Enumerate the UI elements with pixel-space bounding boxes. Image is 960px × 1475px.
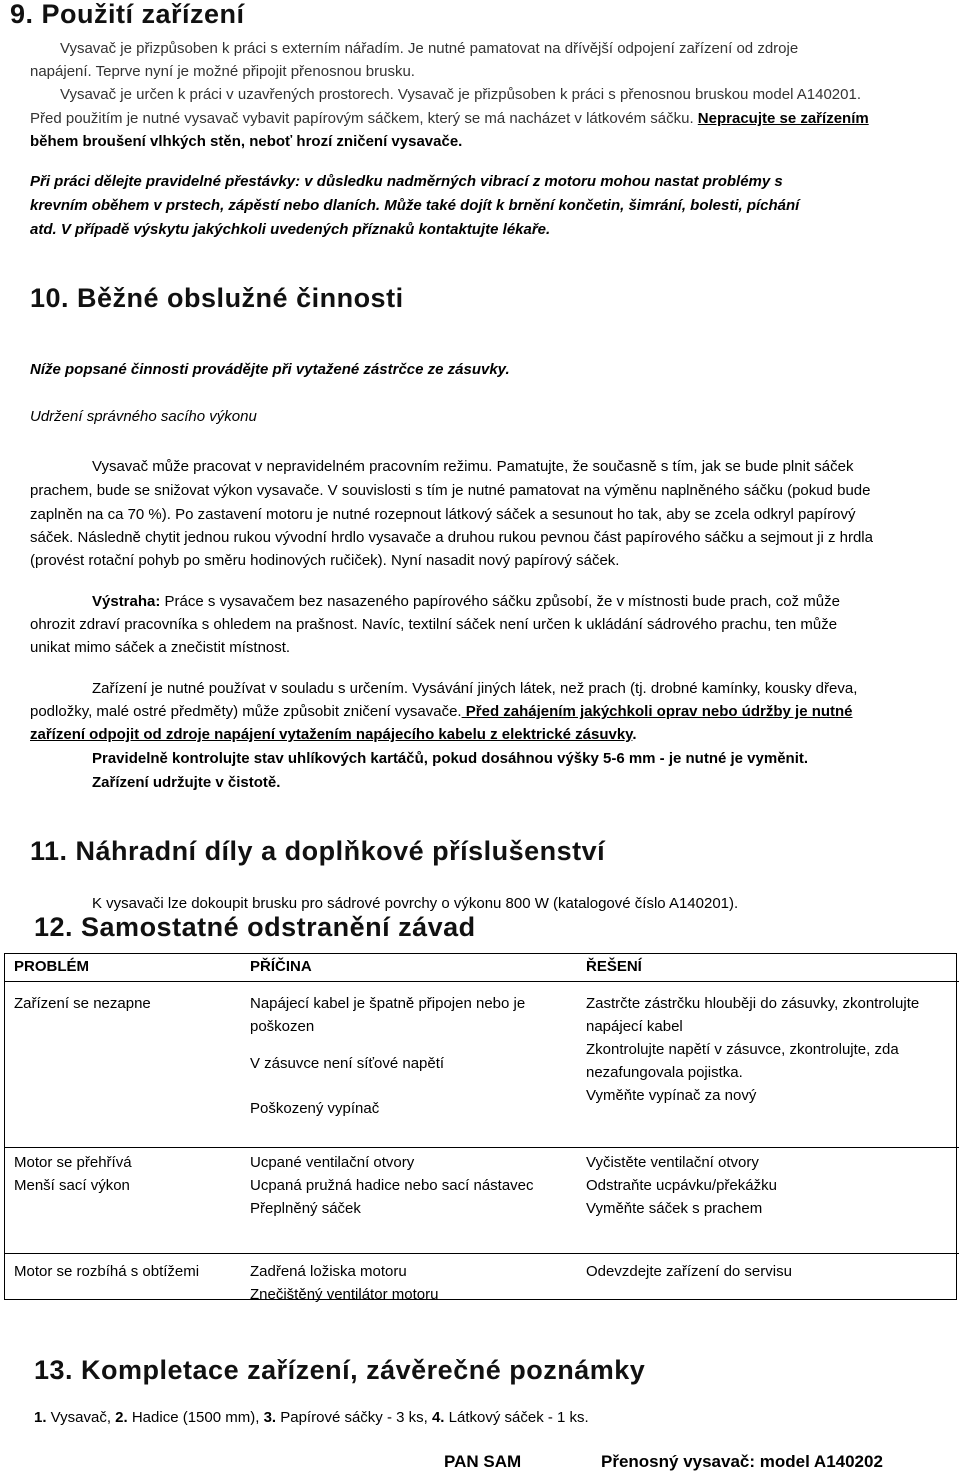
row2-cause xyxy=(240,1148,576,1254)
row1-problem-text: Zařízení se nezapne xyxy=(14,995,151,1012)
footer-model: Přenosný vysavač: model A140202 xyxy=(601,1452,883,1471)
section-10-warning-line3: unikat mimo sáček a znečistit místnost. xyxy=(30,639,291,656)
item-2-number: 2. xyxy=(115,1409,128,1426)
section-9-health-line2: krevním oběhem v prstech, zápěstí nebo dlaních. Může také dojít k brnění končetin, šimrání, bolesti, píchání xyxy=(30,197,800,214)
section-10-p3-line1: Zařízení je nutné používat v souladu s určením. Vysávání jiných látek, než prach (tj. drobné kamínky, kousky dřeva, xyxy=(92,680,858,697)
section-9-p1-line4-text: Před použitím je nutné vysavač vybavit papírovým sáčkem, který se má nacházet v látkovém sáčku. xyxy=(30,110,694,127)
warning-text-line1: Práce s vysavačem bez nasazeného papírového sáčku způsobí, že v místnosti bude prach, což může xyxy=(164,593,840,610)
row3-cause1: Zadřená ložiska motoru xyxy=(250,1263,407,1280)
header-solution: ŘEŠENÍ xyxy=(576,953,959,982)
section-11-text: K vysavači lze dokoupit brusku pro sádrové povrchy o výkonu 800 W (katalogové číslo A140201). xyxy=(92,895,739,912)
row2-sol3: Vyměňte sáček s prachem xyxy=(586,1200,763,1217)
row2-problem2: Menší sací výkon xyxy=(14,1177,130,1194)
item-1-text: Vysavač, xyxy=(46,1409,116,1426)
section-10-warning-line1 xyxy=(92,590,840,614)
row3-cause2: Znečištěný ventilátor motoru xyxy=(250,1286,439,1303)
section-9-p1-line3: Vysavač je určen k práci v uzavřených prostorech. Vysavač je přizpůsoben k práci s přenosnou bruskou model A140201. xyxy=(60,86,861,103)
table-header-row xyxy=(4,953,959,982)
section-10-p3-line3 xyxy=(30,723,637,747)
item-3-text: Papírové sáčky - 3 ks, xyxy=(276,1409,432,1426)
row1-cause xyxy=(240,982,576,1148)
section-13-items xyxy=(34,1406,589,1430)
row2-problem1: Motor se přehřívá xyxy=(14,1154,132,1171)
section-10-p1-line5: (provést rotační pohyb po směru hodinových ručiček). Nyní nasadit nový papírový sáček. xyxy=(30,552,620,569)
section-11-heading: 11. Náhradní díly a doplňkové příslušenství xyxy=(30,836,606,866)
section-9-p1-line2: napájení. Teprve nyní je možné připojit přenosnou brusku. xyxy=(30,63,415,80)
section-9-p1-line4 xyxy=(30,107,869,131)
section-10-p1-line2: prachem, bude se snižovat výkon vysavače. V souvislosti s tím je nutné pamatovat na výměnu naplněného sáčku (pokud bude xyxy=(30,482,871,499)
section-9-p1-line1: Vysavač je přizpůsoben k práci s externím nářadím. Je nutné pamatovat na dřívější odpojení zařízení od zdroje xyxy=(60,40,799,57)
row2-cause2: Ucpaná pružná hadice nebo sací nástavec xyxy=(250,1177,534,1194)
section-10-p3-line2 xyxy=(30,700,853,724)
row1-cause1: Napájecí kabel je špatně připojen nebo je poškozen xyxy=(250,995,526,1035)
item-3-number: 3. xyxy=(263,1409,277,1426)
row2-sol1: Vyčistěte ventilační otvory xyxy=(586,1154,759,1171)
section-10-note: Níže popsané činnosti provádějte při vytažené zástrčce ze zásuvky. xyxy=(30,361,510,378)
item-1-number: 1. xyxy=(34,1409,47,1426)
section-10-warning-line2: ohrozit zdraví pracovníka s ohledem na prašnost. Navíc, textilní sáček není určen k ukládání sádrového prachu, ten může xyxy=(30,616,838,633)
section-9-health-line1: Při práci dělejte pravidelné přestávky: v důsledku nadměrných vibrací z motoru mohou nastat problémy s xyxy=(30,173,783,190)
section-10-p3-line2-text: podložky, malé ostré předměty) může způsobit zničení vysavače. xyxy=(30,703,462,720)
row3-problem xyxy=(4,1254,240,1313)
section-10-p1-line3: zaplněn na ca 70 %). Po zastavení motoru je nutné rozepnout látkový sáček a sesunout ho tak, aby se zcela odkryl papírový xyxy=(30,506,856,523)
row2-problem xyxy=(4,1148,240,1254)
section-10-brushes-note: Pravidelně kontrolujte stav uhlíkových kartáčů, pokud dosáhnou výšky 5-6 mm - je nutné je vyměnit. xyxy=(92,750,809,767)
row1-cause2: V zásuvce není síťové napětí xyxy=(250,1055,445,1072)
section-13-heading: 13. Kompletace zařízení, závěrečné poznámky xyxy=(34,1355,646,1385)
section-10-p3-line2-underlined: Před zahájením jakýchkoli oprav nebo údržby je nutné xyxy=(461,703,853,720)
row1-problem xyxy=(4,982,240,1148)
section-10-p1-line1: Vysavač může pracovat v nepravidelném pracovním režimu. Pamatujte, že současně s tím, jak se bude plnit sáček xyxy=(92,458,854,475)
table-row xyxy=(4,982,959,1148)
row1-sol1: Zastrčte zástrčku hlouběji do zásuvky, zkontrolujte napájecí kabel xyxy=(586,995,920,1035)
troubleshooting-table xyxy=(4,953,959,1312)
section-9-heading: 9. Použití zařízení xyxy=(10,0,245,29)
header-cause: PŘÍČINA xyxy=(240,953,576,982)
section-10-subheading: Udržení správného sacího výkonu xyxy=(30,408,257,425)
table-row xyxy=(4,1254,959,1313)
row2-sol2: Odstraňte ucpávku/překážku xyxy=(586,1177,777,1194)
row3-sol1: Odevzdejte zařízení do servisu xyxy=(586,1263,792,1280)
row2-cause3: Přeplněný sáček xyxy=(250,1200,361,1217)
row2-solution xyxy=(576,1148,959,1254)
warning-label: Výstraha: xyxy=(92,593,161,610)
row1-solution xyxy=(576,982,959,1148)
row3-cause xyxy=(240,1254,576,1313)
footer-brand: PAN SAM xyxy=(444,1452,522,1471)
table-row xyxy=(4,1148,959,1254)
item-4-number: 4. xyxy=(431,1409,445,1426)
section-9-p1-line5: během broušení vlhkých stěn, neboť hrozí zničení vysavače. xyxy=(30,133,463,150)
section-10-p1-line4: sáček. Následně chytit jednou rukou vývodní hrdlo vysavače a druhou rukou pevnou část papírového sáčku a sejmout ji z hrdla xyxy=(30,529,873,546)
item-2-text: Hadice (1500 mm), xyxy=(127,1409,264,1426)
row3-problem-text: Motor se rozbíhá s obtížemi xyxy=(14,1263,200,1280)
header-problem: PROBLÉM xyxy=(4,953,240,982)
row3-solution xyxy=(576,1254,959,1313)
row1-sol3: Vyměňte vypínač za nový xyxy=(586,1087,757,1104)
section-9-health-line3: atd. V případě výskytu jakýchkoli uvedených příznaků kontaktujte lékaře. xyxy=(30,221,551,238)
row2-cause1: Ucpané ventilační otvory xyxy=(250,1154,415,1171)
section-9-warning-inline: Nepracujte se zařízením xyxy=(697,110,869,127)
section-10-heading: 10. Běžné obslužné činnosti xyxy=(30,283,404,313)
row1-sol2: Zkontrolujte napětí v zásuvce, zkontrolujte, zda nezafungovala pojistka. xyxy=(586,1041,899,1081)
section-12-heading: 12. Samostatné odstranění závad xyxy=(34,912,476,942)
section-10-p3-line3-underlined: zařízení odpojit od zdroje napájení vytažením napájecího kabelu z elektrické zásuvky xyxy=(30,726,633,743)
section-10-p3-line3-end: . xyxy=(632,726,637,743)
row1-cause3: Poškozený vypínač xyxy=(250,1100,380,1117)
section-10-clean-note: Zařízení udržujte v čistotě. xyxy=(92,774,281,791)
item-4-text: Látkový sáček - 1 ks. xyxy=(444,1409,589,1426)
